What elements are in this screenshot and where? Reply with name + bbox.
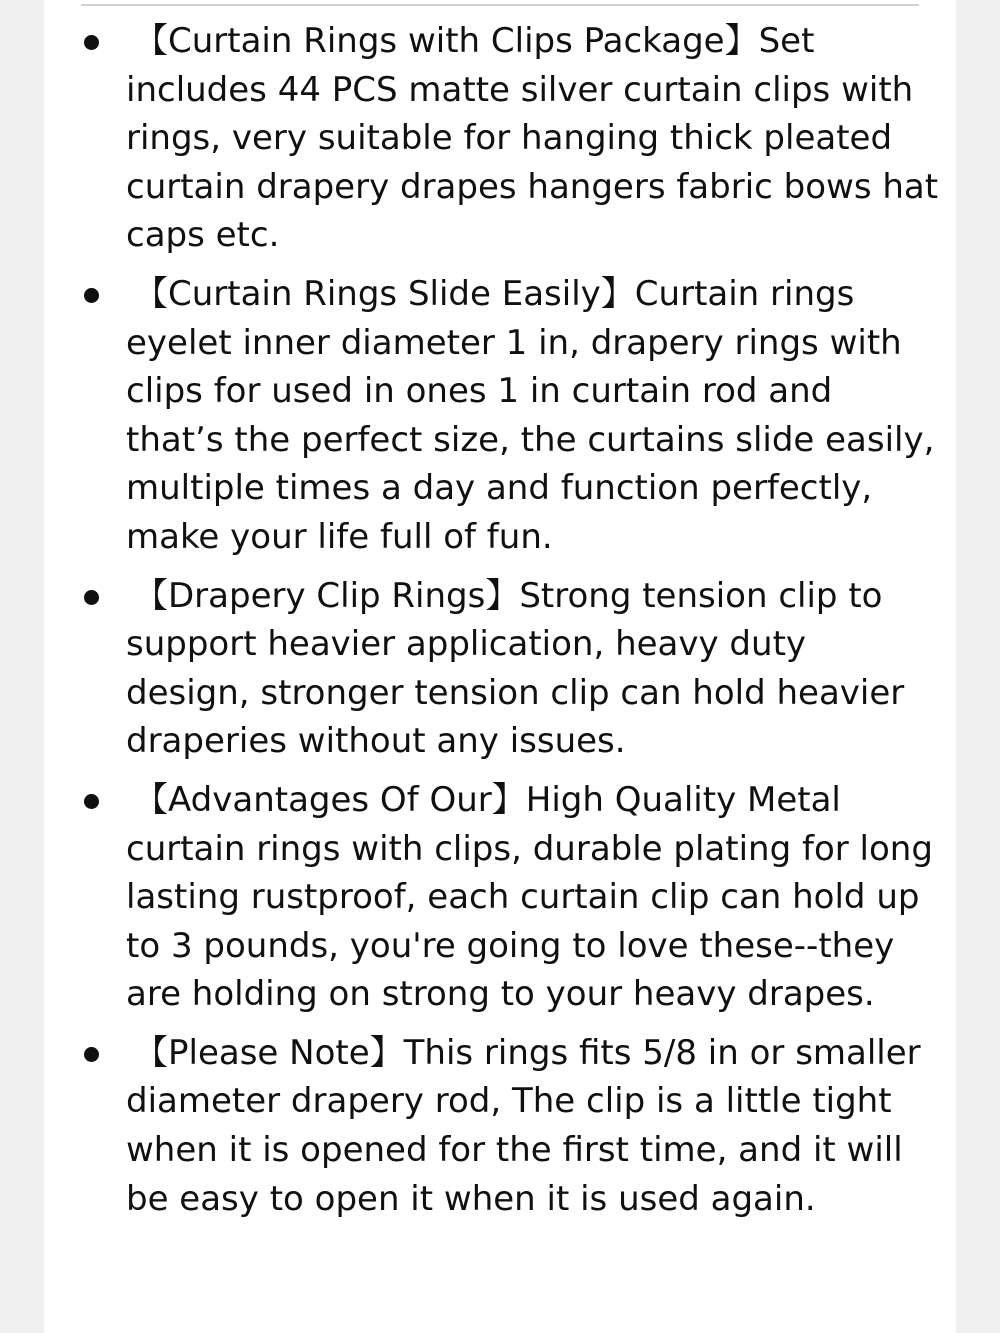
feature-heading: 【Please Note】 bbox=[134, 1032, 404, 1073]
bullet-dot-icon bbox=[84, 288, 99, 303]
feature-text bbox=[126, 1029, 940, 1223]
feature-body: Curtain rings eyelet inner diameter 1 in, drapery rings with clips for used in ones 1 in curtain rod and that’s the perfect size, the curtains slide easily, multiple times a day and function perfectly, make your life full of fun. bbox=[126, 273, 935, 557]
feature-body: Set includes 44 PCS matte silver curtain clips with rings, very suitable for hanging thick pleated curtain drapery drapes hangers fabric bows hat caps etc. bbox=[126, 21, 939, 256]
bullet-dot-icon bbox=[84, 1047, 99, 1062]
feature-heading: 【Drapery Clip Rings】 bbox=[134, 575, 520, 616]
feature-bullet bbox=[0, 17, 1000, 260]
feature-text bbox=[126, 270, 940, 562]
feature-heading: 【Curtain Rings with Clips Package】 bbox=[134, 21, 759, 61]
divider bbox=[81, 4, 919, 6]
feature-heading: 【Curtain Rings Slide Easily】 bbox=[134, 273, 635, 314]
bullet-dot-icon bbox=[84, 590, 99, 605]
feature-bullet bbox=[0, 1029, 1000, 1223]
feature-body: This rings fits 5/8 in or smaller diameter drapery rod, The clip is a little tight when it is opened for the first time, and it will be easy to open it when it is used again. bbox=[126, 1032, 921, 1219]
feature-body: Strong tension clip to support heavier application, heavy duty design, stronger tension clip can hold heavier draperies without any issues. bbox=[126, 575, 905, 762]
feature-bullet bbox=[0, 572, 1000, 766]
bullet-dot-icon bbox=[84, 794, 99, 809]
feature-bullet bbox=[0, 270, 1000, 562]
bullet-dot-icon bbox=[84, 35, 99, 50]
feature-text bbox=[126, 776, 940, 1019]
feature-bullet-list bbox=[0, 17, 1000, 1233]
feature-body: High Quality Metal curtain rings with clips, durable plating for long lasting rustproof, each curtain clip can hold up to 3 pounds, you're going to love these--they are holding on strong to your heavy drapes. bbox=[126, 779, 933, 1015]
feature-text bbox=[126, 17, 940, 260]
feature-bullet bbox=[0, 776, 1000, 1019]
feature-heading: 【Advantages Of Our】 bbox=[134, 779, 526, 820]
feature-text bbox=[126, 572, 940, 766]
